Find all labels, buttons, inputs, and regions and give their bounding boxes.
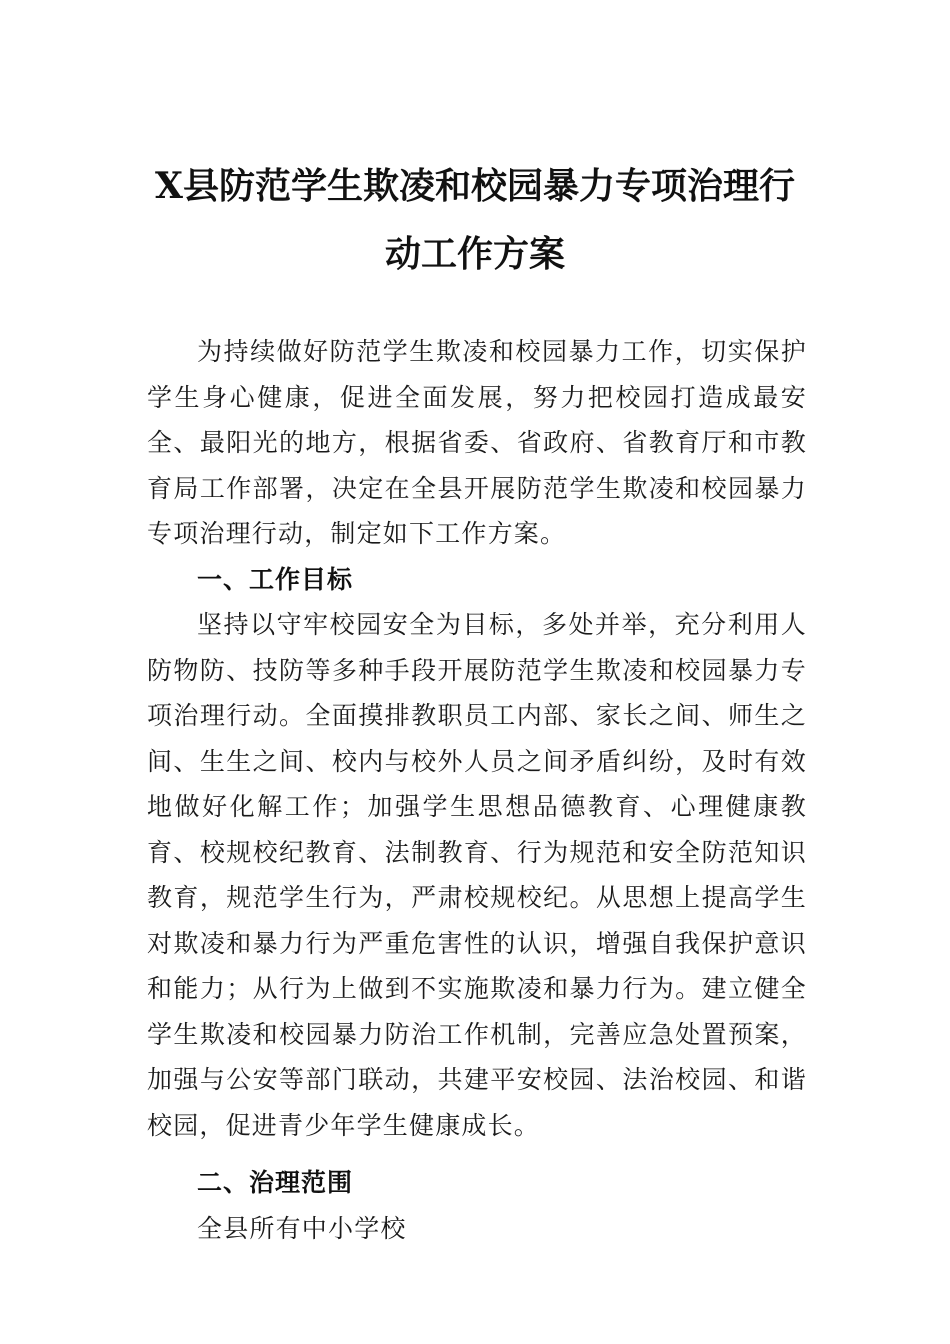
- document-body: [147, 329, 807, 1251]
- section-1-heading: 一、工作目标: [197, 564, 354, 594]
- section-1-paragraph: 坚持以守牢校园安全为目标，多处并举，充分利用人防物防、技防等多种手段开展防范学生欺凌和校园暴力专项治理行动。全面摸排教职员工内部、家长之间、师生之间、生生之间、校内与校外人员之间矛盾纠纷，及时有效地做好化解工作；加强学生思想品德教育、心理健康教育、校规校纪教育、法制教育、行为规范和安全防范知识教育，规范学生行为，严肃校规校纪。从思想上提高学生对欺凌和暴力行为严重危害性的认识，增强自我保护意识和能力；从行为上做到不实施欺凌和暴力行为。建立健全学生欺凌和校园暴力防治工作机制，完善应急处置预案，加强与公安等部门联动，共建平安校园、法治校园、和谐校园，促进青少年学生健康成长。: [147, 610, 807, 1140]
- intro-paragraph: 为持续做好防范学生欺凌和校园暴力工作，切实保护学生身心健康，促进全面发展，努力把校园打造成最安全、最阳光的地方，根据省委、省政府、省教育厅和市教育局工作部署，决定在全县开展防范学生欺凌和校园暴力专项治理行动，制定如下工作方案。: [147, 337, 807, 548]
- section-2-heading: 二、治理范围: [197, 1168, 354, 1197]
- section-2-paragraph: 全县所有中小学校: [197, 1213, 407, 1243]
- document-title-line-2: 动工作方案: [384, 233, 565, 275]
- document-title-line-1: X县防范学生欺凌和校园暴力专项治理行: [155, 165, 795, 207]
